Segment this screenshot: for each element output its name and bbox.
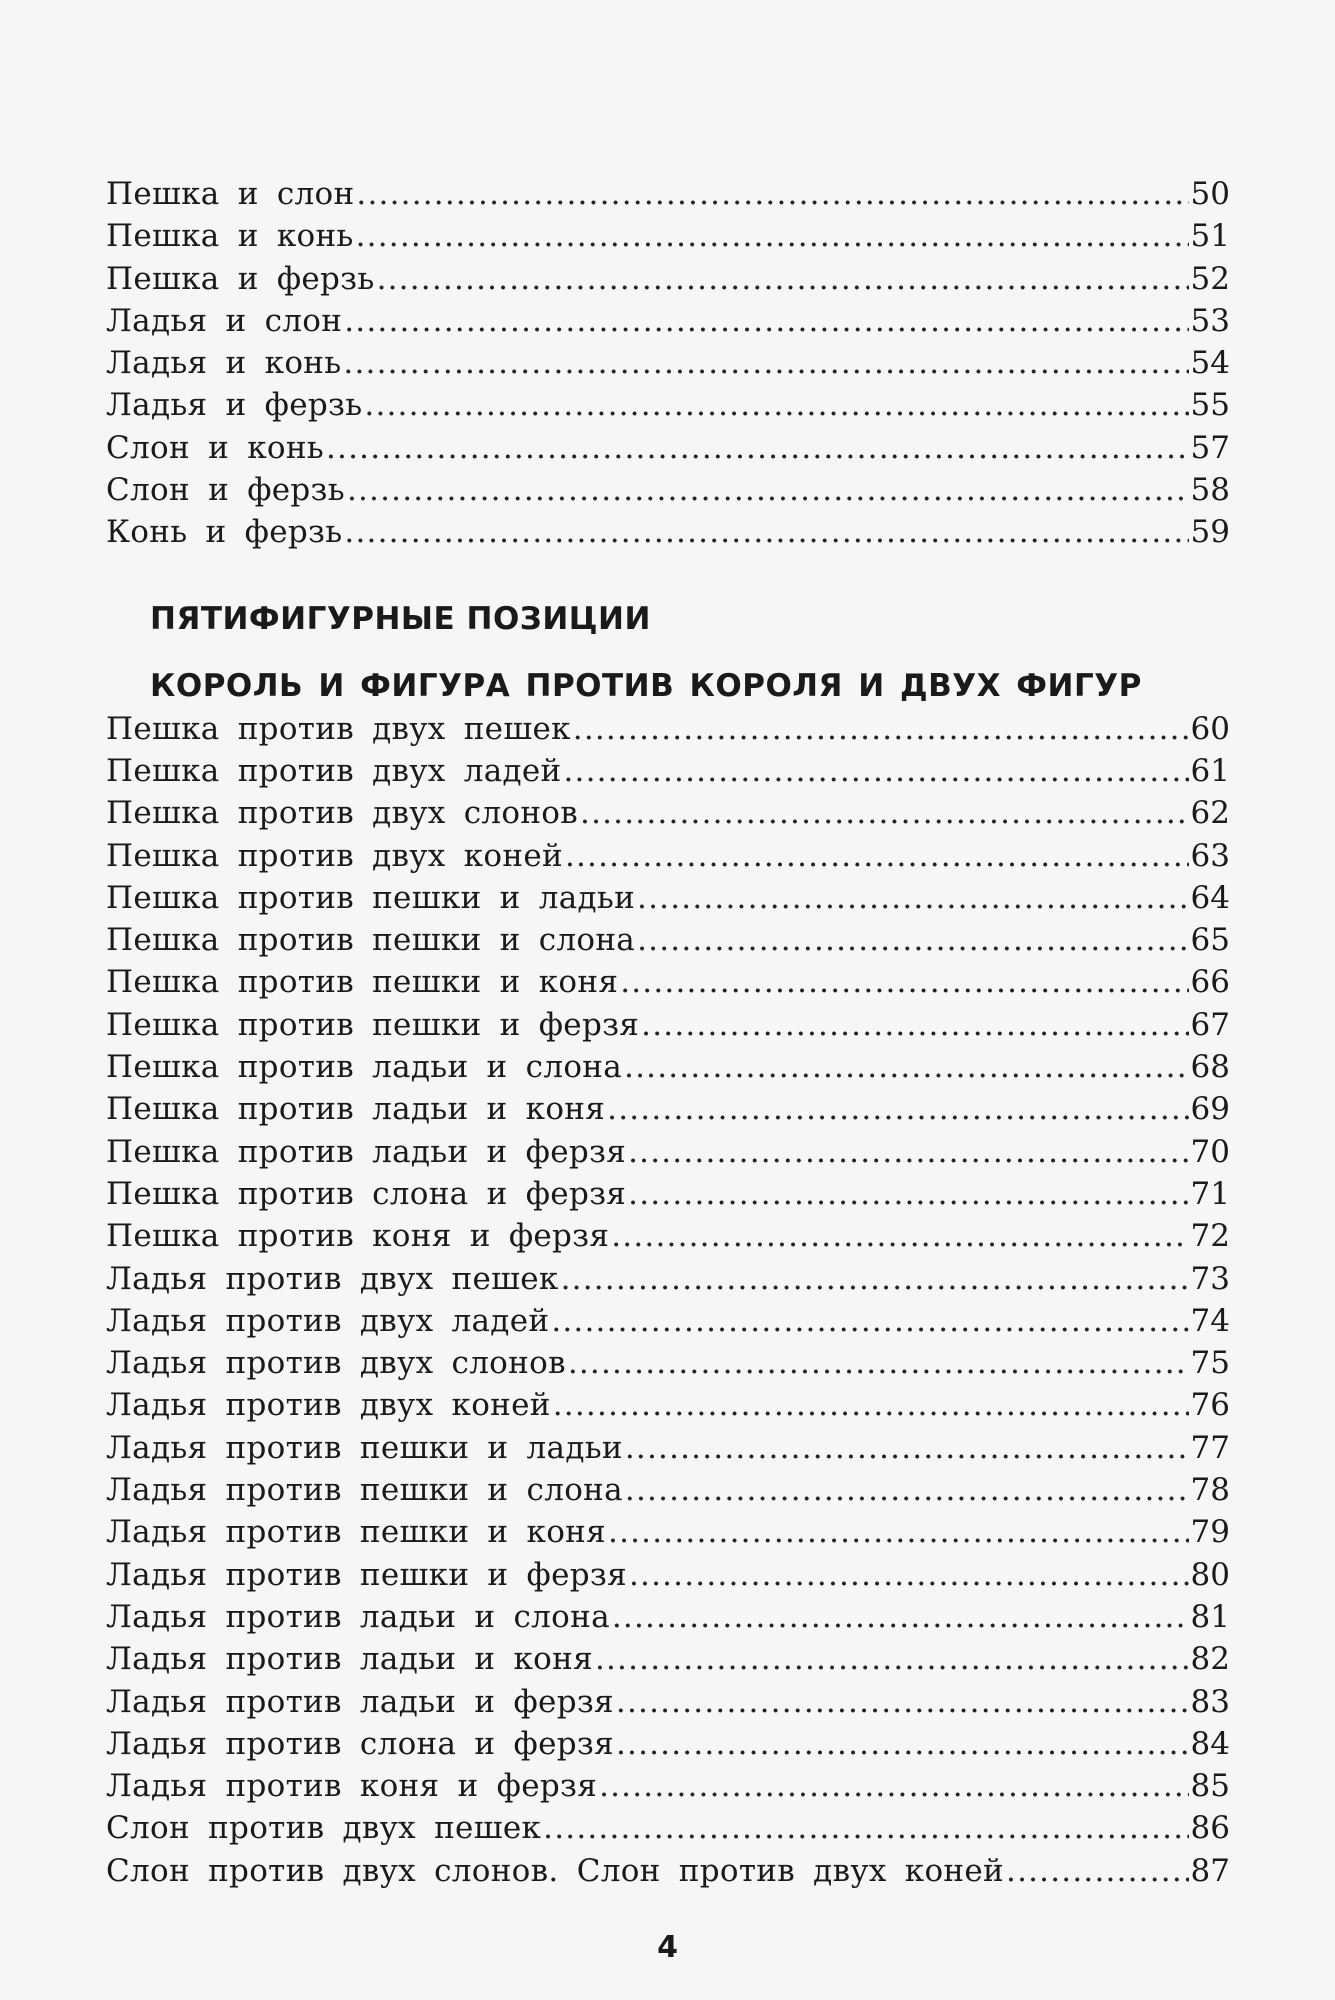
toc-entry-page: 87 xyxy=(1190,1852,1230,1889)
toc-entry xyxy=(106,711,1230,753)
toc-entry-title: Ладья против двух пешек xyxy=(106,1260,559,1297)
toc-leader-dots xyxy=(356,176,1188,212)
toc-entry-title: Ладья против ладьи и слона xyxy=(106,1598,610,1635)
toc-leader-dots xyxy=(580,795,1189,831)
toc-entry-page: 53 xyxy=(1190,302,1230,339)
toc-leader-dots xyxy=(347,472,1189,508)
toc-entry-page: 80 xyxy=(1190,1556,1230,1593)
toc-entry xyxy=(106,1768,1230,1810)
toc-entry xyxy=(106,1261,1230,1303)
toc-entry xyxy=(106,261,1230,303)
toc-leader-dots xyxy=(568,1345,1189,1381)
toc-entry-title: Ладья против пешки и ферзя xyxy=(106,1556,627,1593)
toc-entry-page: 79 xyxy=(1190,1514,1230,1551)
toc-leader-dots xyxy=(344,514,1188,550)
toc-leader-dots xyxy=(326,430,1189,466)
toc-entry xyxy=(106,218,1230,260)
toc-leader-dots xyxy=(564,753,1189,789)
toc-entry-title: Пешка против ладьи и слона xyxy=(106,1049,623,1086)
toc-entry xyxy=(106,345,1230,387)
toc-entry xyxy=(106,1091,1230,1133)
toc-leader-dots xyxy=(611,1218,1188,1254)
toc-leader-dots xyxy=(616,1684,1189,1720)
toc-entry xyxy=(106,1387,1230,1429)
toc-entry-page: 62 xyxy=(1190,795,1230,832)
toc-entry-page: 60 xyxy=(1190,710,1230,747)
toc-list-bottom xyxy=(106,711,1230,1895)
toc-entry-title: Пешка против слона и ферзя xyxy=(106,1175,627,1212)
toc-entry xyxy=(106,1641,1230,1683)
toc-entry-title: Слон и конь xyxy=(106,429,324,466)
toc-entry xyxy=(106,1472,1230,1514)
toc-leader-dots xyxy=(356,218,1189,254)
toc-entry-title: Ладья против пешки и ладьи xyxy=(106,1429,623,1466)
toc-leader-dots xyxy=(624,1049,1189,1085)
toc-entry-title: Ладья против ладьи и коня xyxy=(106,1641,593,1678)
toc-leader-dots xyxy=(377,261,1189,297)
toc-entry-page: 76 xyxy=(1190,1387,1230,1424)
toc-entry-title: Пешка против ладьи и коня xyxy=(106,1091,606,1128)
toc-leader-dots xyxy=(565,838,1189,874)
toc-entry xyxy=(106,1726,1230,1768)
toc-entry-title: Пешка и конь xyxy=(106,218,354,255)
toc-leader-dots xyxy=(612,1599,1189,1635)
toc-leader-dots xyxy=(551,1303,1188,1339)
toc-entry-title: Ладья и ферзь xyxy=(106,387,363,424)
toc-entry-page: 75 xyxy=(1190,1345,1230,1382)
toc-leader-dots xyxy=(553,1387,1189,1423)
toc-leader-dots xyxy=(343,345,1188,381)
toc-entry xyxy=(106,1303,1230,1345)
toc-entry xyxy=(106,1557,1230,1599)
toc-entry-page: 51 xyxy=(1190,218,1230,255)
toc-entry-page: 73 xyxy=(1190,1260,1230,1297)
toc-entry-page: 78 xyxy=(1190,1472,1230,1509)
toc-entry xyxy=(106,1218,1230,1260)
toc-entry xyxy=(106,922,1230,964)
toc-entry-page: 83 xyxy=(1190,1683,1230,1720)
toc-entry-title: Ладья против пешки и коня xyxy=(106,1514,607,1551)
toc-leader-dots xyxy=(637,922,1188,958)
toc-entry-title: Пешка против двух ладей xyxy=(106,752,562,789)
toc-entry-page: 81 xyxy=(1190,1598,1230,1635)
toc-leader-dots xyxy=(543,1810,1188,1846)
toc-entry-page: 64 xyxy=(1190,879,1230,916)
toc-leader-dots xyxy=(599,1768,1188,1804)
toc-entry-title: Ладья против слона и ферзя xyxy=(106,1725,614,1762)
toc-entry xyxy=(106,1176,1230,1218)
toc-entry xyxy=(106,1345,1230,1387)
toc-entry-title: Ладья против пешки и слона xyxy=(106,1472,623,1509)
toc-entry xyxy=(106,387,1230,429)
toc-entry-title: Пешка против двух коней xyxy=(106,837,563,874)
toc-entry-page: 77 xyxy=(1190,1429,1230,1466)
toc-entry-page: 54 xyxy=(1190,345,1230,382)
toc-entry-title: Пешка против коня и ферзя xyxy=(106,1218,610,1255)
toc-leader-dots xyxy=(344,303,1188,339)
toc-leader-dots xyxy=(364,387,1188,423)
toc-entry xyxy=(106,880,1230,922)
toc-entry xyxy=(106,1684,1230,1726)
toc-entry xyxy=(106,753,1230,795)
toc-entry-title: Пешка против двух слонов xyxy=(106,795,579,832)
page-number: 4 xyxy=(657,1930,678,1965)
toc-entry-page: 57 xyxy=(1190,429,1230,466)
toc-leader-dots xyxy=(608,1514,1189,1550)
toc-entry-page: 68 xyxy=(1190,1049,1230,1086)
toc-leader-dots xyxy=(641,1007,1188,1043)
toc-entry-page: 74 xyxy=(1190,1302,1230,1339)
toc-entry-title: Пешка и слон xyxy=(106,176,355,212)
toc-leader-dots xyxy=(625,1430,1189,1466)
toc-leader-dots xyxy=(628,1134,1188,1170)
toc-entry-title: Слон против двух слонов. Слон против двух коней xyxy=(106,1852,1005,1889)
toc-leader-dots xyxy=(616,1726,1189,1762)
toc-entry-page: 65 xyxy=(1190,922,1230,959)
toc-entry xyxy=(106,1599,1230,1641)
subsection-heading: КОРОЛЬ И ФИГУРА ПРОТИВ КОРОЛЯ И ДВУХ ФИГУР xyxy=(150,667,1142,704)
toc-entry-page: 72 xyxy=(1190,1218,1230,1255)
toc-entry xyxy=(106,1853,1230,1895)
toc-entry-title: Пешка и ферзь xyxy=(106,260,375,297)
toc-entry-title: Слон и ферзь xyxy=(106,472,345,509)
toc-entry-title: Пешка против двух пешек xyxy=(106,710,571,747)
toc-list-top xyxy=(106,176,1230,557)
toc-entry xyxy=(106,430,1230,472)
toc-entry-page: 71 xyxy=(1190,1175,1230,1212)
toc-entry xyxy=(106,176,1230,218)
toc-entry-page: 67 xyxy=(1190,1006,1230,1043)
toc-entry xyxy=(106,1134,1230,1176)
toc-entry-page: 66 xyxy=(1190,964,1230,1001)
toc-leader-dots xyxy=(1006,1853,1189,1889)
toc-entry-title: Ладья и слон xyxy=(106,302,343,339)
toc-entry-title: Пешка против пешки и слона xyxy=(106,922,636,959)
toc-entry xyxy=(106,1430,1230,1472)
toc-leader-dots xyxy=(625,1472,1189,1508)
toc-entry-title: Пешка против пешки и ферзя xyxy=(106,1006,640,1043)
toc-entry-title: Ладья против коня и ферзя xyxy=(106,1768,598,1805)
toc-leader-dots xyxy=(637,880,1189,916)
toc-entry-page: 52 xyxy=(1190,260,1230,297)
toc-entry xyxy=(106,1810,1230,1852)
toc-entry-page: 85 xyxy=(1190,1768,1230,1805)
toc-entry-page: 55 xyxy=(1190,387,1230,424)
toc-entry-title: Ладья против двух коней xyxy=(106,1387,551,1424)
toc-entry-title: Ладья против двух ладей xyxy=(106,1302,550,1339)
toc-entry-page: 84 xyxy=(1190,1725,1230,1762)
section-heading: ПЯТИФИГУРНЫЕ ПОЗИЦИИ xyxy=(150,600,651,637)
toc-entry-page: 61 xyxy=(1190,752,1230,789)
toc-entry-page: 70 xyxy=(1190,1133,1230,1170)
toc-leader-dots xyxy=(595,1641,1189,1677)
toc-entry-title: Конь и ферзь xyxy=(106,514,343,551)
toc-leader-dots xyxy=(629,1557,1189,1593)
toc-entry-page: 63 xyxy=(1190,837,1230,874)
table-of-contents xyxy=(106,176,1230,1895)
toc-entry-page: 59 xyxy=(1190,514,1230,551)
toc-entry-title: Слон против двух пешек xyxy=(106,1810,542,1847)
toc-entry-title: Ладья против двух слонов xyxy=(106,1345,566,1382)
toc-leader-dots xyxy=(561,1261,1189,1297)
toc-entry-title: Ладья против ладьи и ферзя xyxy=(106,1683,614,1720)
toc-entry-title: Пешка против ладьи и ферзя xyxy=(106,1133,627,1170)
toc-entry-page: 86 xyxy=(1190,1810,1230,1847)
toc-entry xyxy=(106,1007,1230,1049)
toc-entry xyxy=(106,795,1230,837)
toc-leader-dots xyxy=(607,1091,1188,1127)
toc-entry xyxy=(106,514,1230,556)
toc-leader-dots xyxy=(620,964,1188,1000)
toc-entry xyxy=(106,1514,1230,1556)
toc-leader-dots xyxy=(628,1176,1188,1212)
toc-entry-title: Пешка против пешки и коня xyxy=(106,964,619,1001)
toc-entry xyxy=(106,303,1230,345)
toc-entry-title: Ладья и конь xyxy=(106,345,342,382)
toc-entry-page: 82 xyxy=(1190,1641,1230,1678)
toc-entry-page: 50 xyxy=(1190,176,1230,212)
toc-entry xyxy=(106,964,1230,1006)
toc-entry xyxy=(106,838,1230,880)
toc-entry-page: 58 xyxy=(1190,472,1230,509)
toc-entry xyxy=(106,472,1230,514)
toc-leader-dots xyxy=(573,711,1189,747)
toc-entry-page: 69 xyxy=(1190,1091,1230,1128)
toc-entry-title: Пешка против пешки и ладьи xyxy=(106,879,636,916)
toc-entry xyxy=(106,1049,1230,1091)
